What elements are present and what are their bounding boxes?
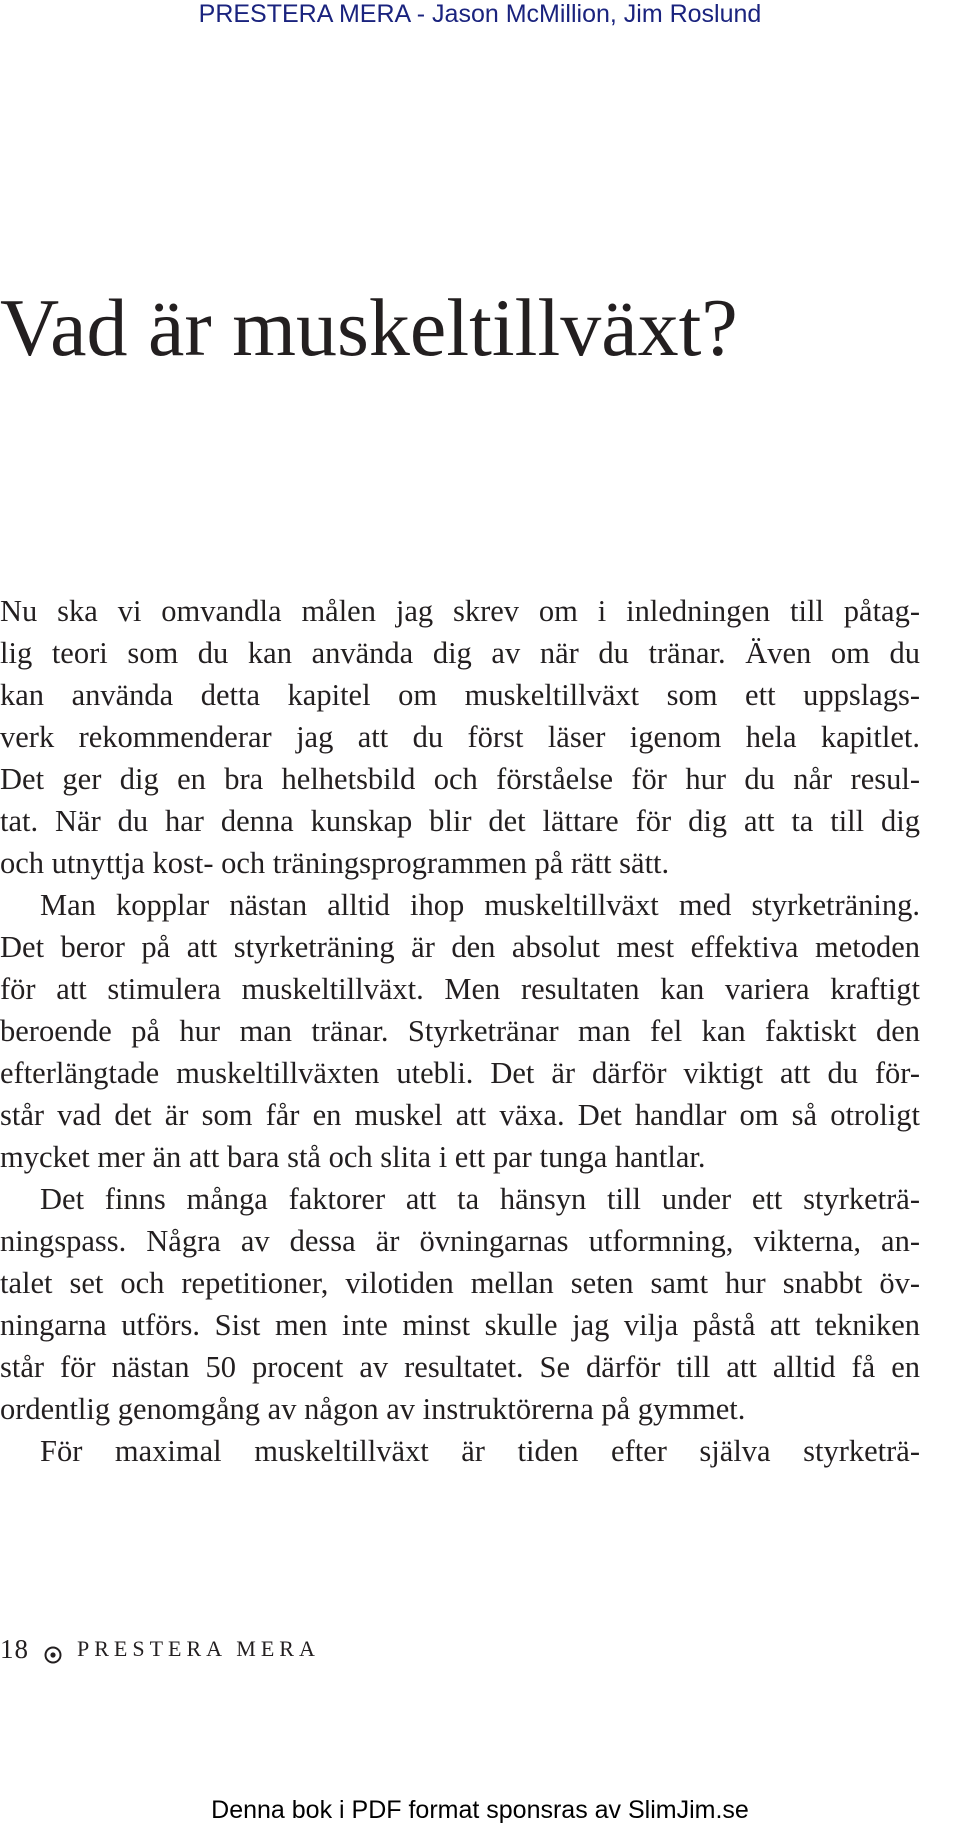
- page-header: PRESTERA MERA - Jason McMillion, Jim Roslund: [198, 0, 762, 28]
- text-line: tat. När du har denna kunskap blir det lättare för dig att ta till dig: [0, 804, 920, 838]
- text-line: Det beror på att styrketräning är den absolut mest effektiva metoden: [0, 930, 920, 964]
- text-line: Man kopplar nästan alltid ihop muskeltillväxt med styrketräning.: [40, 888, 920, 922]
- page-footer: [0, 1633, 320, 1665]
- paragraph-2: [0, 884, 920, 1178]
- text-line: efterlängtade muskeltillväxten utebli. Det är därför viktigt att du för-: [0, 1056, 920, 1090]
- text-line: ordentlig genomgång av någon av instruktörerna på gymmet.: [0, 1392, 746, 1426]
- text-line: lig teori som du kan använda dig av när du tränar. Även om du: [0, 636, 920, 670]
- paragraph-3: [0, 1178, 920, 1430]
- paragraph-4: [0, 1430, 920, 1472]
- text-line: och utnyttja kost- och träningsprogrammen på rätt sätt.: [0, 846, 670, 880]
- text-line: Det finns många faktorer att ta hänsyn till under ett styrketrä-: [40, 1182, 920, 1216]
- text-line: står för nästan 50 procent av resultatet. Se därför till att alltid få en: [0, 1350, 920, 1384]
- sponsor-notice: Denna bok i PDF format sponsras av SlimJim.se: [211, 1796, 749, 1824]
- text-line: För maximal muskeltillväxt är tiden efter själva styrketrä-: [40, 1434, 920, 1468]
- text-line: Nu ska vi omvandla målen jag skrev om i inledningen till påtag-: [0, 594, 920, 628]
- text-line: ningarna utförs. Sist men inte minst skulle jag vilja påstå att tekniken: [0, 1308, 920, 1342]
- text-line: står vad det är som får en muskel att växa. Det handlar om så otroligt: [0, 1098, 920, 1132]
- text-line: mycket mer än att bara stå och slita i ett par tunga hantlar.: [0, 1140, 706, 1174]
- chapter-title: Vad är muskeltillväxt?: [0, 282, 738, 373]
- text-line: kan använda detta kapitel om muskeltillväxt som ett uppslags-: [0, 678, 920, 712]
- running-footer-title: PRESTERA MERA: [77, 1636, 320, 1661]
- body-text: [0, 590, 920, 1472]
- page-number: 18: [0, 1634, 29, 1664]
- text-line: Det ger dig en bra helhetsbild och förståelse för hur du når resul-: [0, 762, 920, 796]
- text-line: för att stimulera muskeltillväxt. Men resultaten kan variera kraftigt: [0, 972, 920, 1006]
- text-line: beroende på hur man tränar. Styrketränar man fel kan faktiskt den: [0, 1014, 920, 1048]
- text-line: verk rekommenderar jag att du först läser igenom hela kapitlet.: [0, 720, 920, 754]
- paragraph-1: [0, 590, 920, 884]
- circled-dot-icon: [43, 1640, 63, 1660]
- text-line: talet set och repetitioner, vilotiden mellan seten samt hur snabbt öv-: [0, 1266, 920, 1300]
- text-line: ningspass. Några av dessa är övningarnas utformning, vikterna, an-: [0, 1224, 920, 1258]
